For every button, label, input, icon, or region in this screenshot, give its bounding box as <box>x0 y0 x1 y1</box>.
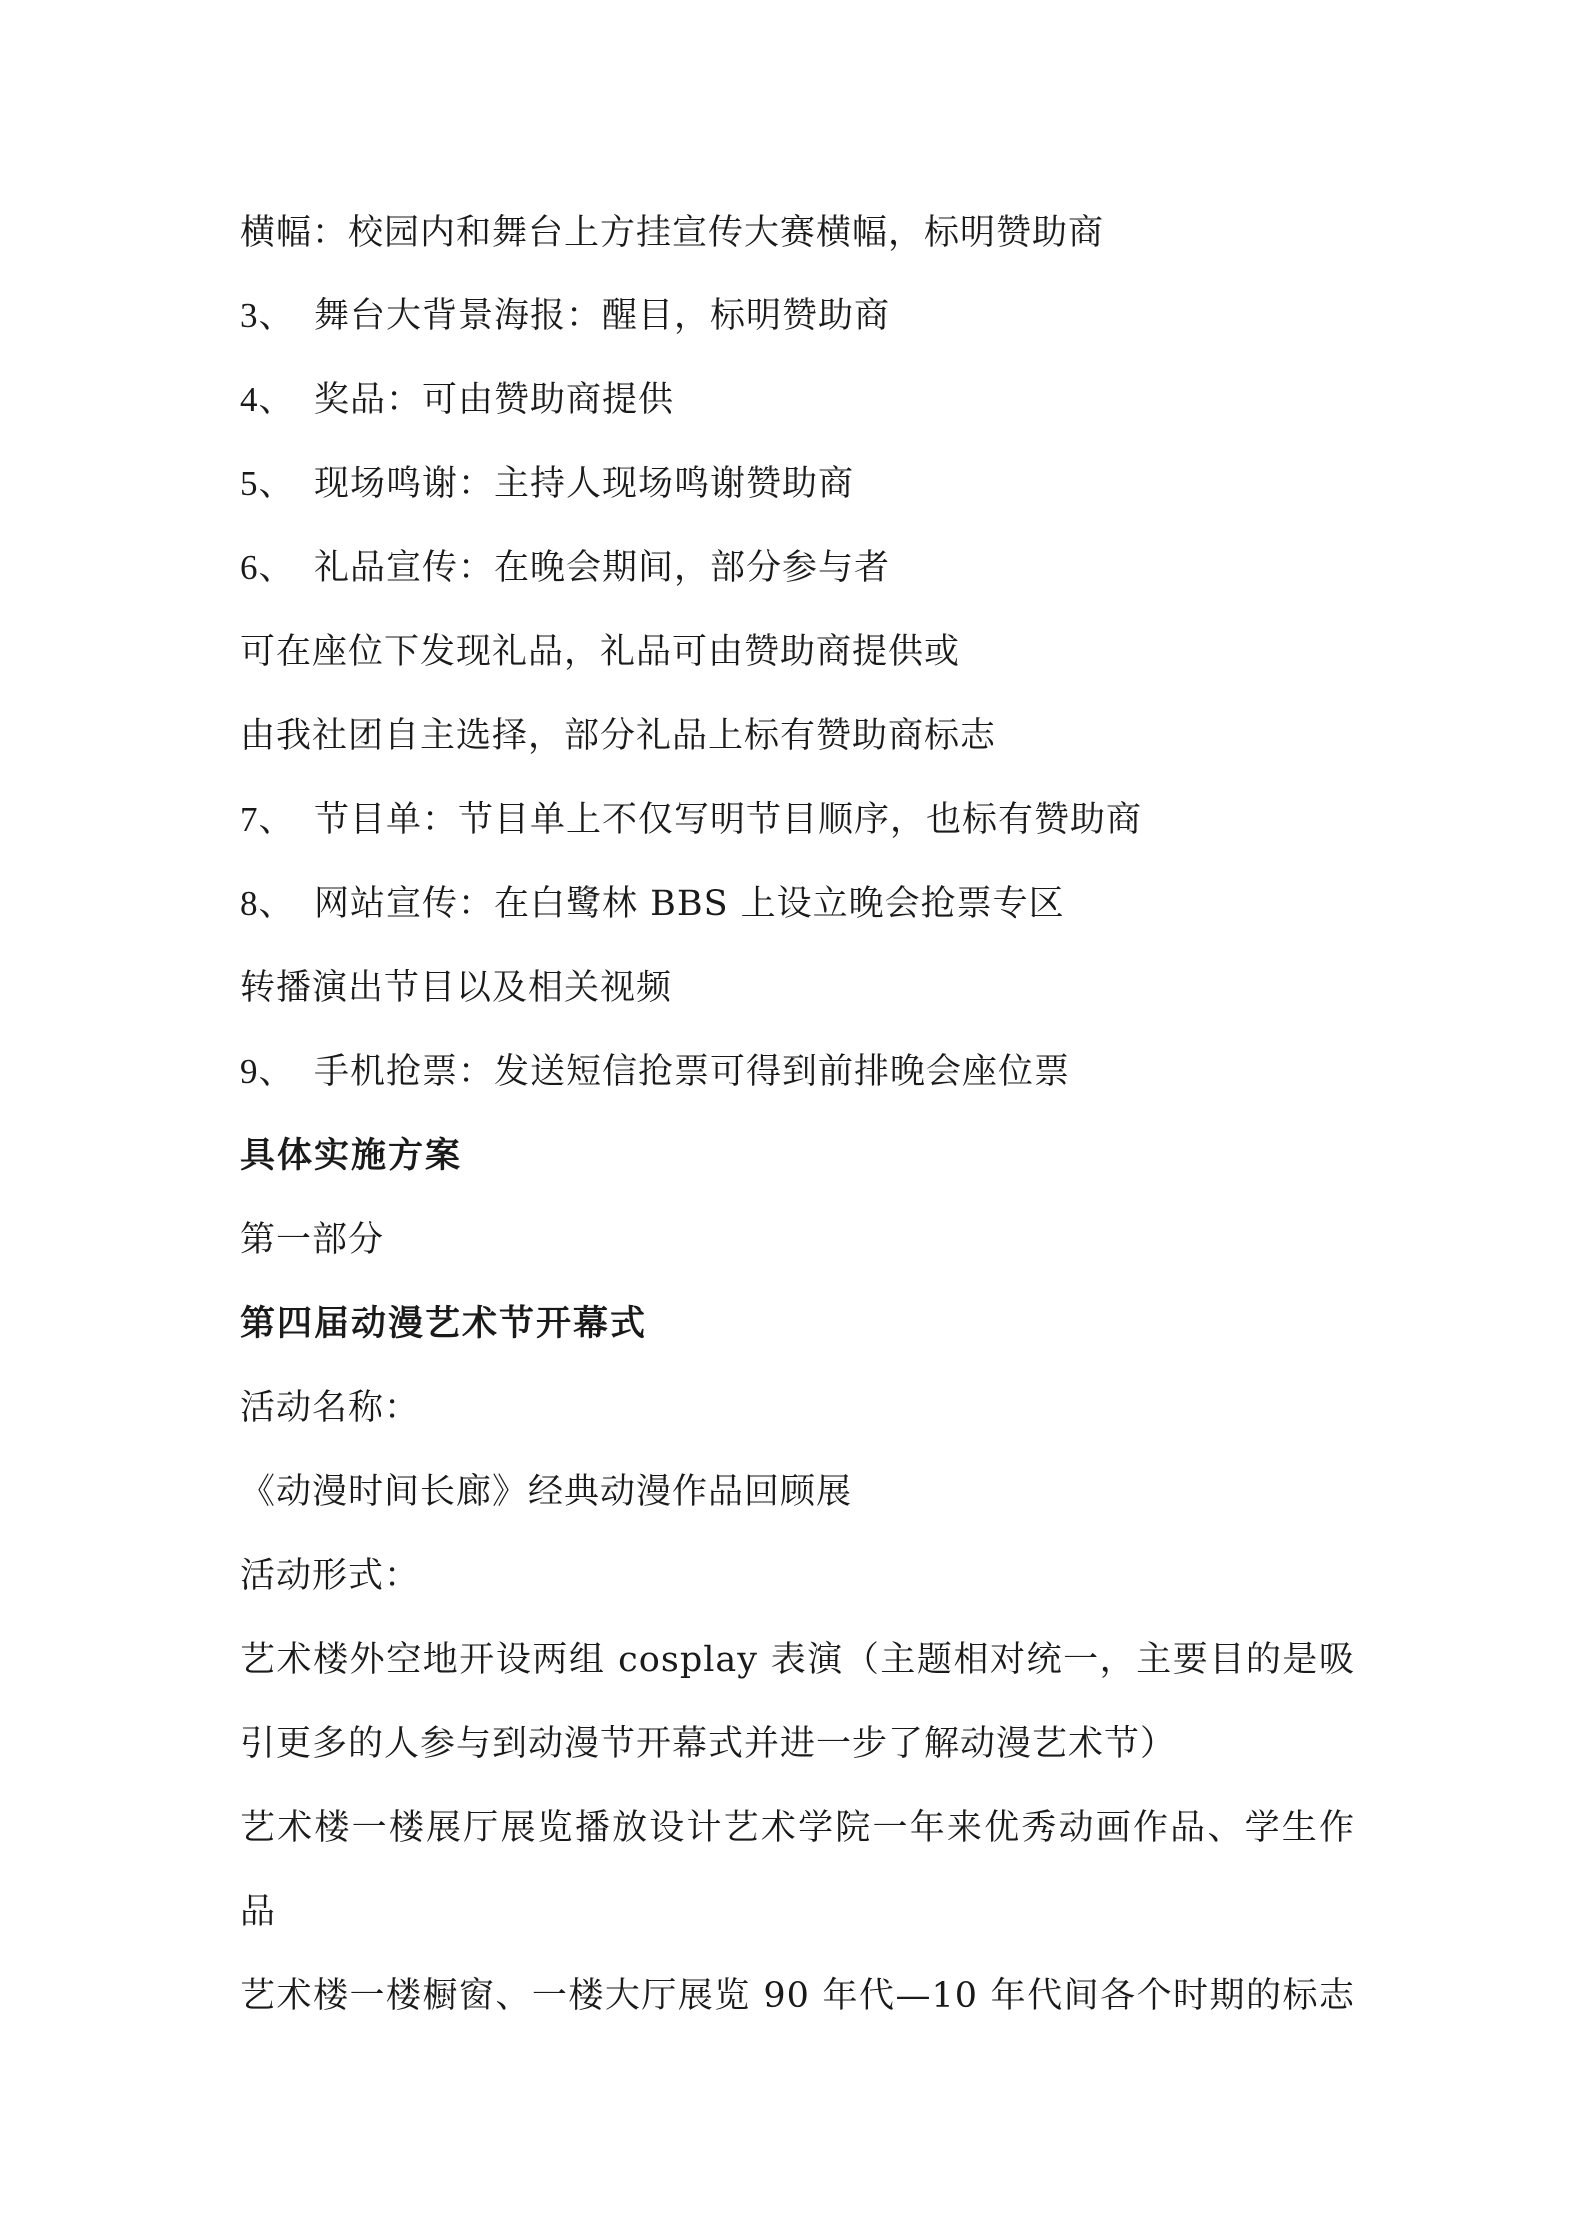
line-text: 艺术楼一楼橱窗、一楼大厅展览 90 年代—10 年代间各个时期的标志 <box>240 1976 1355 2016</box>
paragraph-line <box>240 1806 1355 1850</box>
list-number: 4、 <box>240 380 295 419</box>
event-heading <box>240 1302 647 1346</box>
line-text: 奖品：可由赞助商提供 <box>314 380 675 420</box>
line-text: 舞台大背景海报：醒目，标明赞助商 <box>314 296 891 336</box>
list-item-7 <box>240 798 1142 842</box>
list-number: 9、 <box>240 1052 295 1091</box>
line-text: 可在座位下发现礼品，礼品可由赞助商提供或 <box>240 632 961 672</box>
heading-text: 具体实施方案 <box>240 1135 463 1176</box>
activity-form-label <box>240 1554 420 1598</box>
paragraph-line <box>240 1638 1355 1682</box>
continuation-line <box>240 966 672 1010</box>
part-label <box>240 1218 384 1262</box>
line-text: 活动名称： <box>240 1388 421 1428</box>
paragraph-line <box>240 1890 276 1934</box>
paragraph-line <box>240 1974 1355 2018</box>
continuation-line <box>240 630 960 674</box>
list-item-3 <box>240 294 890 338</box>
line-text: 网站宣传：在白鹭林 BBS 上设立晚会抢票专区 <box>314 884 1065 924</box>
activity-name-label <box>240 1386 420 1430</box>
line-text: 横幅：校园内和舞台上方挂宣传大赛横幅，标明赞助商 <box>240 213 1105 253</box>
activity-name-value <box>240 1470 852 1514</box>
line-text: 转播演出节目以及相关视频 <box>240 968 673 1008</box>
line-text: 手机抢票：发送短信抢票可得到前排晚会座位票 <box>314 1052 1071 1092</box>
line-text: 第一部分 <box>240 1220 385 1260</box>
line-text: 《动漫时间长廊》经典动漫作品回顾展 <box>240 1472 853 1512</box>
paragraph-line <box>240 1722 1176 1766</box>
line-text: 现场鸣谢：主持人现场鸣谢赞助商 <box>314 464 855 504</box>
line-text: 品 <box>240 1892 277 1932</box>
list-item-9 <box>240 1050 1070 1094</box>
list-item-8 <box>240 882 1065 926</box>
list-item-4 <box>240 378 674 422</box>
continuation-line <box>240 714 996 758</box>
list-number: 7、 <box>240 800 295 839</box>
list-number: 5、 <box>240 464 295 503</box>
line-text: 节目单：节目单上不仅写明节目顺序，也标有赞助商 <box>314 800 1143 840</box>
section-heading <box>240 1134 462 1178</box>
line-text: 艺术楼外空地开设两组 cosplay 表演（主题相对统一，主要目的是吸 <box>240 1640 1355 1680</box>
list-item-5 <box>240 462 854 506</box>
list-item-6 <box>240 546 890 590</box>
list-number: 6、 <box>240 548 295 587</box>
list-number: 3、 <box>240 296 295 335</box>
banner-line <box>240 211 1104 255</box>
heading-text: 第四届动漫艺术节开幕式 <box>240 1303 648 1344</box>
line-text: 引更多的人参与到动漫节开幕式并进一步了解动漫艺术节） <box>240 1724 1177 1764</box>
line-text: 活动形式： <box>240 1556 421 1596</box>
line-text: 由我社团自主选择，部分礼品上标有赞助商标志 <box>240 716 997 756</box>
line-text: 艺术楼一楼展厅展览播放设计艺术学院一年来优秀动画作品、学生作 <box>240 1808 1355 1848</box>
list-number: 8、 <box>240 884 295 923</box>
line-text: 礼品宣传：在晚会期间，部分参与者 <box>314 548 891 588</box>
